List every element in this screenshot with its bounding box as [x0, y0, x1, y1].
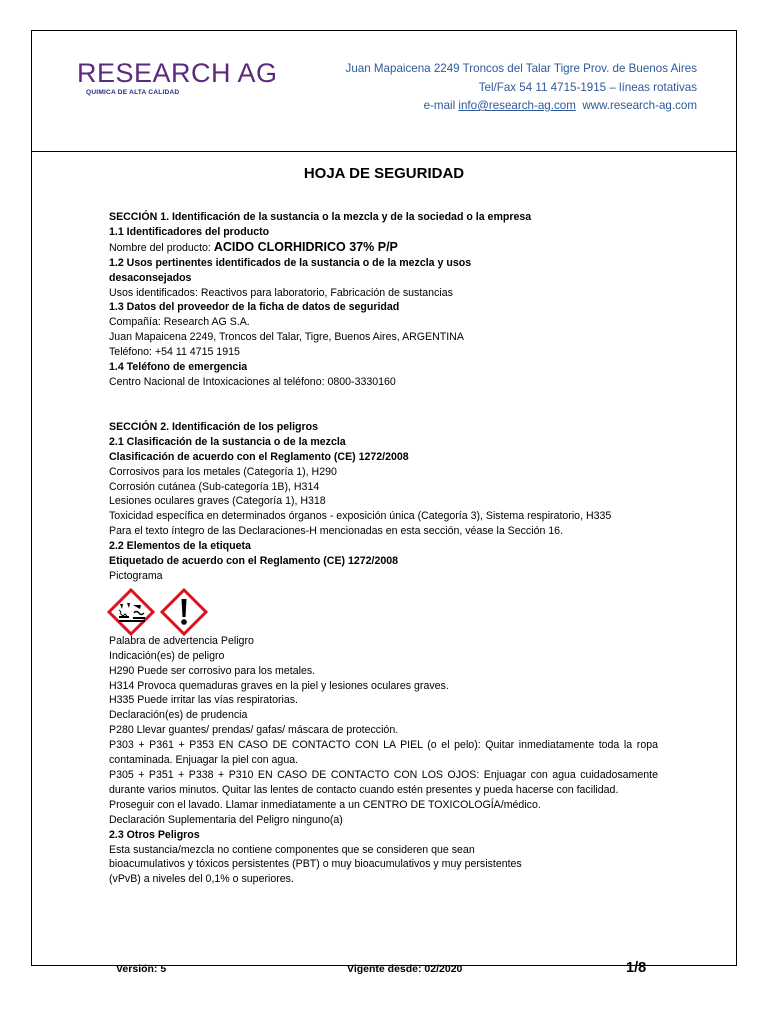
subsection-1-2-cont: desaconsejados [109, 271, 192, 284]
subsection-1-4: 1.4 Teléfono de emergencia [109, 361, 248, 374]
labelling-regulation: Etiquetado de acuerdo con el Reglamento (CE) 1272/2008 [109, 555, 399, 568]
logo-tagline: QUIMICA DE ALTA CALIDAD [86, 89, 180, 96]
hazard-statement: H335 Puede irritar las vías respiratorias. [109, 694, 299, 707]
supplier-phone: Teléfono: +54 11 4715 1915 [109, 346, 240, 359]
precaution-heading: Declaración(es) de prudencia [109, 709, 248, 722]
exclamation-icon [160, 588, 208, 636]
hazard-statement: H290 Puede ser corrosivo para los metales. [109, 664, 316, 677]
document-body [109, 210, 658, 887]
precaution-statement: P280 Llevar guantes/ prendas/ gafas/ máscara de protección. [109, 724, 399, 737]
section-gap [109, 390, 658, 420]
contact-block [346, 60, 697, 116]
pictogram-row [109, 588, 658, 632]
footer-version: Versión: 5 [116, 963, 167, 975]
corrosion-icon [107, 588, 155, 636]
footer-valid-from: Vigente desde: 02/2020 [347, 963, 463, 975]
hazard-statement: H314 Provoca quemaduras graves en la piel y lesiones oculares graves. [109, 679, 449, 692]
product-name: ACIDO CLORHIDRICO 37% P/P [213, 239, 398, 254]
other-hazards-line: Esta sustancia/mezcla no contiene componentes que se consideren que sean [109, 843, 475, 856]
subsection-1-3: 1.3 Datos del proveedor de la ficha de datos de seguridad [109, 301, 400, 314]
subsection-1-1: 1.1 Identificadores del producto [109, 225, 270, 238]
signal-word: Palabra de advertencia Peligro [109, 634, 254, 647]
other-hazards-line: (vPvB) a niveles del 0,1% o superiores. [109, 873, 294, 886]
supplier-company: Compañía: Research AG S.A. [109, 316, 250, 329]
section2-heading: SECCIÓN 2. Identificación de los peligros [109, 420, 318, 433]
header-divider [31, 151, 737, 152]
contact-email-line [346, 97, 697, 116]
product-name-line [109, 240, 658, 256]
classification-item: Corrosivos para los metales (Categoría 1), H290 [109, 465, 337, 478]
classification-item: Toxicidad específica en determinados órganos - exposición única (Categoría 3), Sistema respiratorio, H335 [109, 510, 612, 523]
contact-address: Juan Mapaicena 2249 Troncos del Talar Tigre Prov. de Buenos Aires [345, 62, 697, 75]
classification-item: Corrosión cutánea (Sub-categoría 1B), H314 [109, 480, 320, 493]
classification-item: Lesiones oculares graves (Categoría 1), H318 [109, 495, 326, 508]
section1-heading: SECCIÓN 1. Identificación de la sustancia o la mezcla y de la sociedad o la empresa [109, 211, 532, 223]
pictogram-label: Pictograma [109, 569, 163, 582]
subsection-2-3: 2.3 Otros Peligros [109, 828, 200, 841]
identified-uses: Usos identificados: Reactivos para laboratorio, Fabricación de sustancias [109, 286, 453, 299]
product-label: Nombre del producto: [109, 241, 214, 254]
precaution-statement: P303 + P361 + P353 EN CASO DE CONTACTO CON LA PIEL (o el pelo): Quitar inmediatamente toda la ropa contaminada. Enjuagar la piel con agua. [109, 739, 658, 767]
precaution-statement: Proseguir con el lavado. Llamar inmediatamente a un CENTRO DE TOXICOLOGÍA/médico. [109, 798, 541, 811]
email-link[interactable]: info@research-ag.com [458, 99, 576, 112]
subsection-2-1: 2.1 Clasificación de la sustancia o de la mezcla [109, 435, 346, 448]
contact-phone: Tel/Fax 54 11 4715-1915 – líneas rotativas [478, 80, 697, 94]
email-prefix: e-mail [423, 99, 459, 112]
website-link[interactable]: www.research-ag.com [582, 99, 697, 112]
logo-text: RESEARCH AG [77, 58, 278, 88]
other-hazards-line: bioacumulativos y tóxicos persistentes (PBT) o muy bioacumulativos y muy persistentes [109, 858, 522, 871]
emergency-phone: Centro Nacional de Intoxicaciones al teléfono: 0800-3330160 [109, 375, 396, 388]
document-title: HOJA DE SEGURIDAD [303, 165, 465, 182]
supplier-address: Juan Mapaicena 2249, Troncos del Talar, Tigre, Buenos Aires, ARGENTINA [109, 331, 464, 344]
classification-note: Para el texto íntegro de las Declaraciones-H mencionadas en esta sección, véase la Sección 16. [109, 525, 564, 538]
precaution-statement: P305 + P351 + P338 + P310 EN CASO DE CONTACTO CON LOS OJOS: Enjuagar con agua cuidadosamente durante varios minutos. Quitar las lentes de contacto cuando estén presentes y pueda hacerse con facilidad. [109, 769, 658, 796]
hazard-heading: Indicación(es) de peligro [109, 649, 225, 662]
classification-regulation: Clasificación de acuerdo con el Reglamento (CE) 1272/2008 [109, 450, 409, 463]
company-logo [77, 58, 277, 102]
supplementary-statement: Declaración Suplementaria del Peligro ninguno(a) [109, 813, 343, 826]
footer-page-number: 1/8 [626, 960, 647, 976]
subsection-2-2: 2.2 Elementos de la etiqueta [109, 540, 251, 553]
subsection-1-2: 1.2 Usos pertinentes identificados de la sustancia o de la mezcla y usos [109, 256, 472, 269]
